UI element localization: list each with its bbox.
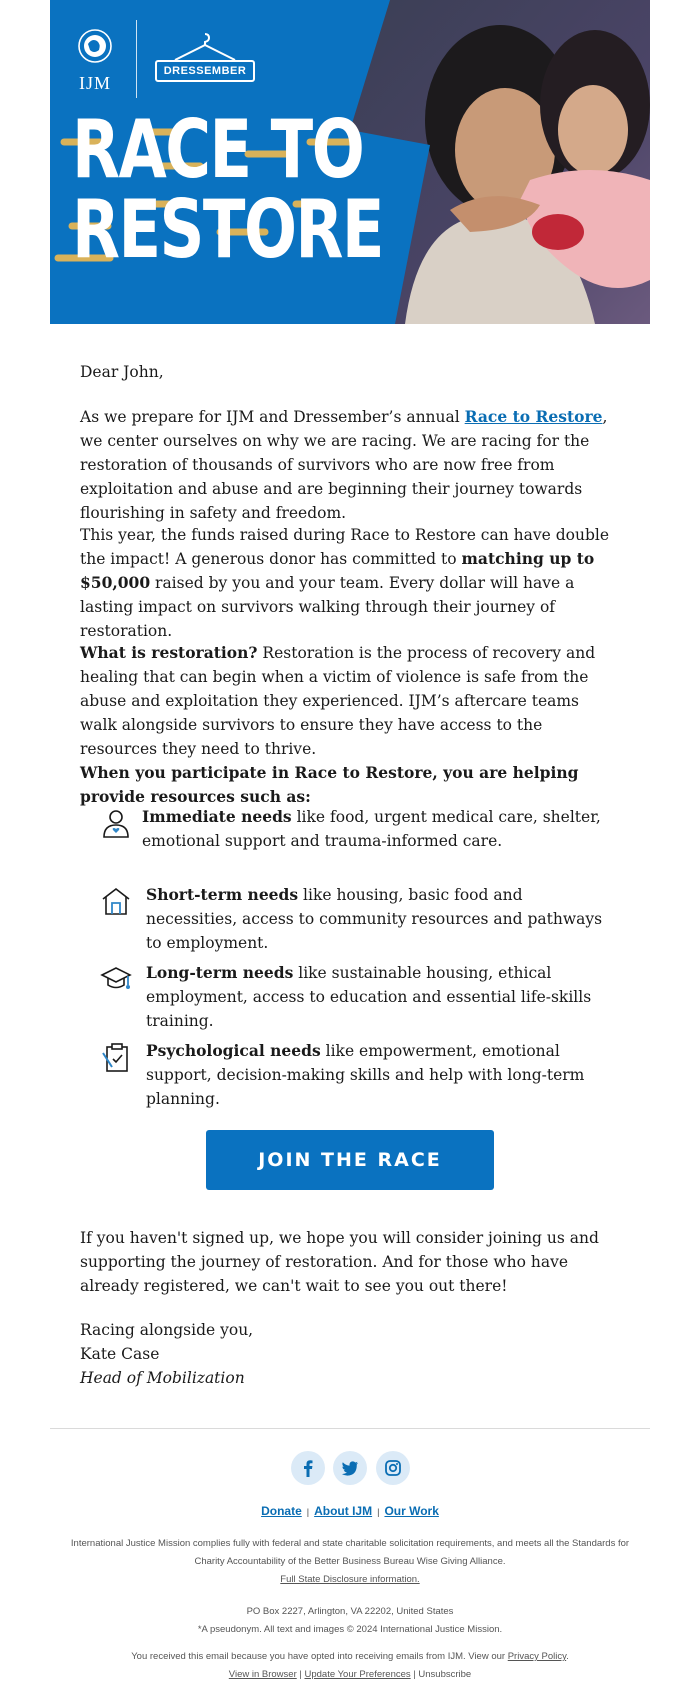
email-container — [50, 0, 650, 1680]
intro-text-before: As we prepare for IJM and Dressember’s annual — [80, 408, 465, 426]
need-text: like sustainable housing, ethical employment, access to education and essential life-skills training. — [146, 964, 592, 1030]
hero-title — [72, 103, 383, 276]
address-block — [70, 1603, 630, 1639]
matching-text-before: This year, the funds raised during Race to Restore can have double the impact! A generous donor has committed to — [80, 526, 609, 568]
intro-text-after: , we center ourselves on why we are racing. We are racing for the restoration of thousands of survivors who are now free from exploitation and abuse and are beginning their journey towards flourishing in safety and freedom. — [80, 408, 608, 522]
house-icon — [100, 885, 132, 917]
about-ijm-link[interactable]: About IJM — [314, 1504, 373, 1518]
subscription-separator: | — [413, 1669, 416, 1680]
graduation-cap-icon — [100, 963, 132, 995]
social-links — [50, 1451, 650, 1487]
subscription-text-end: . — [566, 1651, 569, 1662]
footer-link-separator: | — [306, 1507, 310, 1517]
greeting: Dear John, — [80, 363, 164, 381]
view-in-browser-link[interactable]: View in Browser — [228, 1669, 297, 1680]
signature-name: Kate Case — [80, 1345, 160, 1363]
need-title: Psychological needs — [146, 1041, 321, 1060]
copyright-notice: *A pseudonym. All text and images © 2024 International Justice Mission. — [197, 1624, 503, 1635]
paragraph-closing: If you haven't signed up, we hope you will consider joining us and supporting the journey of restoration. And for those who have already registered, we can't wait to see you out there! — [80, 1229, 599, 1295]
signature-closing: Racing alongside you, — [80, 1321, 254, 1339]
join-the-race-button[interactable]: JOIN THE RACE — [206, 1130, 494, 1190]
mailing-address: PO Box 2227, Arlington, VA 22202, United States — [246, 1606, 454, 1617]
privacy-policy-link[interactable]: Privacy Policy — [507, 1651, 567, 1662]
paragraph-intro — [80, 405, 620, 525]
need-title: Long-term needs — [146, 963, 294, 982]
footer-links — [50, 1504, 650, 1518]
matching-text-after: raised by you and your team. Every dollar will have a lasting impact on survivors walking through their journey of restoration. — [80, 574, 575, 640]
hero-title-line1: RACE TO — [72, 103, 364, 196]
need-text: like empowerment, emotional support, decision-making skills and help with long-term planning. — [146, 1042, 585, 1108]
person-care-icon — [100, 807, 132, 839]
instagram-icon[interactable] — [376, 1451, 410, 1485]
subscription-separator: | — [299, 1669, 302, 1680]
subscription-notice — [70, 1648, 630, 1684]
hero-banner — [50, 0, 650, 324]
need-text: like housing, basic food and necessities, access to community resources and pathways to employment. — [146, 886, 603, 952]
footer-divider — [50, 1428, 650, 1429]
need-title: Short-term needs — [146, 885, 299, 904]
paragraph-matching — [80, 523, 620, 643]
twitter-icon[interactable] — [333, 1451, 367, 1485]
unsubscribe-link[interactable]: Unsubscribe — [418, 1669, 472, 1680]
signature-title: Head of Mobilization — [80, 1369, 245, 1387]
footer-link-separator: | — [377, 1507, 380, 1517]
clipboard-check-icon — [100, 1041, 132, 1073]
ijm-logo-text: IJM — [78, 73, 111, 93]
signature — [80, 1318, 620, 1390]
need-text: like food, urgent medical care, shelter, emotional support and trauma-informed care. — [142, 808, 601, 850]
restoration-body: Restoration is the process of recovery and healing that can begin when a victim of violence is safe from the abuse and exploitation they experienced. IJM’s aftercare teams walk alongside survivors to ensure they have access to the resources they need to thrive. — [80, 644, 596, 758]
dressember-logo-text: DRESSEMBER — [155, 60, 255, 82]
subscription-text: You received this email because you have opted into receiving emails from IJM. View our — [131, 1651, 508, 1662]
restoration-resources-lead: When you participate in Race to Restore, you are helping provide resources such as: — [80, 763, 579, 806]
compliance-text: International Justice Mission complies fully with federal and state charitable solicitation requirements, and meets all the Standards for Charity Accountability of the Better Business Bureau Wise Giving Alliance. — [70, 1538, 630, 1567]
compliance-notice — [70, 1535, 630, 1589]
restoration-heading: What is restoration? — [80, 643, 258, 662]
donate-link[interactable]: Donate — [261, 1504, 302, 1518]
update-preferences-link[interactable]: Update Your Preferences — [304, 1669, 411, 1680]
our-work-link[interactable]: Our Work — [384, 1504, 439, 1518]
hero-title-line2: RESTORE — [72, 183, 383, 276]
state-disclosure-link[interactable]: Full State Disclosure information. — [280, 1574, 420, 1585]
race-to-restore-link[interactable]: Race to Restore — [464, 407, 603, 426]
matching-amount: matching up to $50,000 — [80, 549, 595, 592]
paragraph-restoration — [80, 641, 620, 809]
facebook-icon[interactable] — [291, 1451, 325, 1485]
need-title: Immediate needs — [142, 807, 292, 826]
